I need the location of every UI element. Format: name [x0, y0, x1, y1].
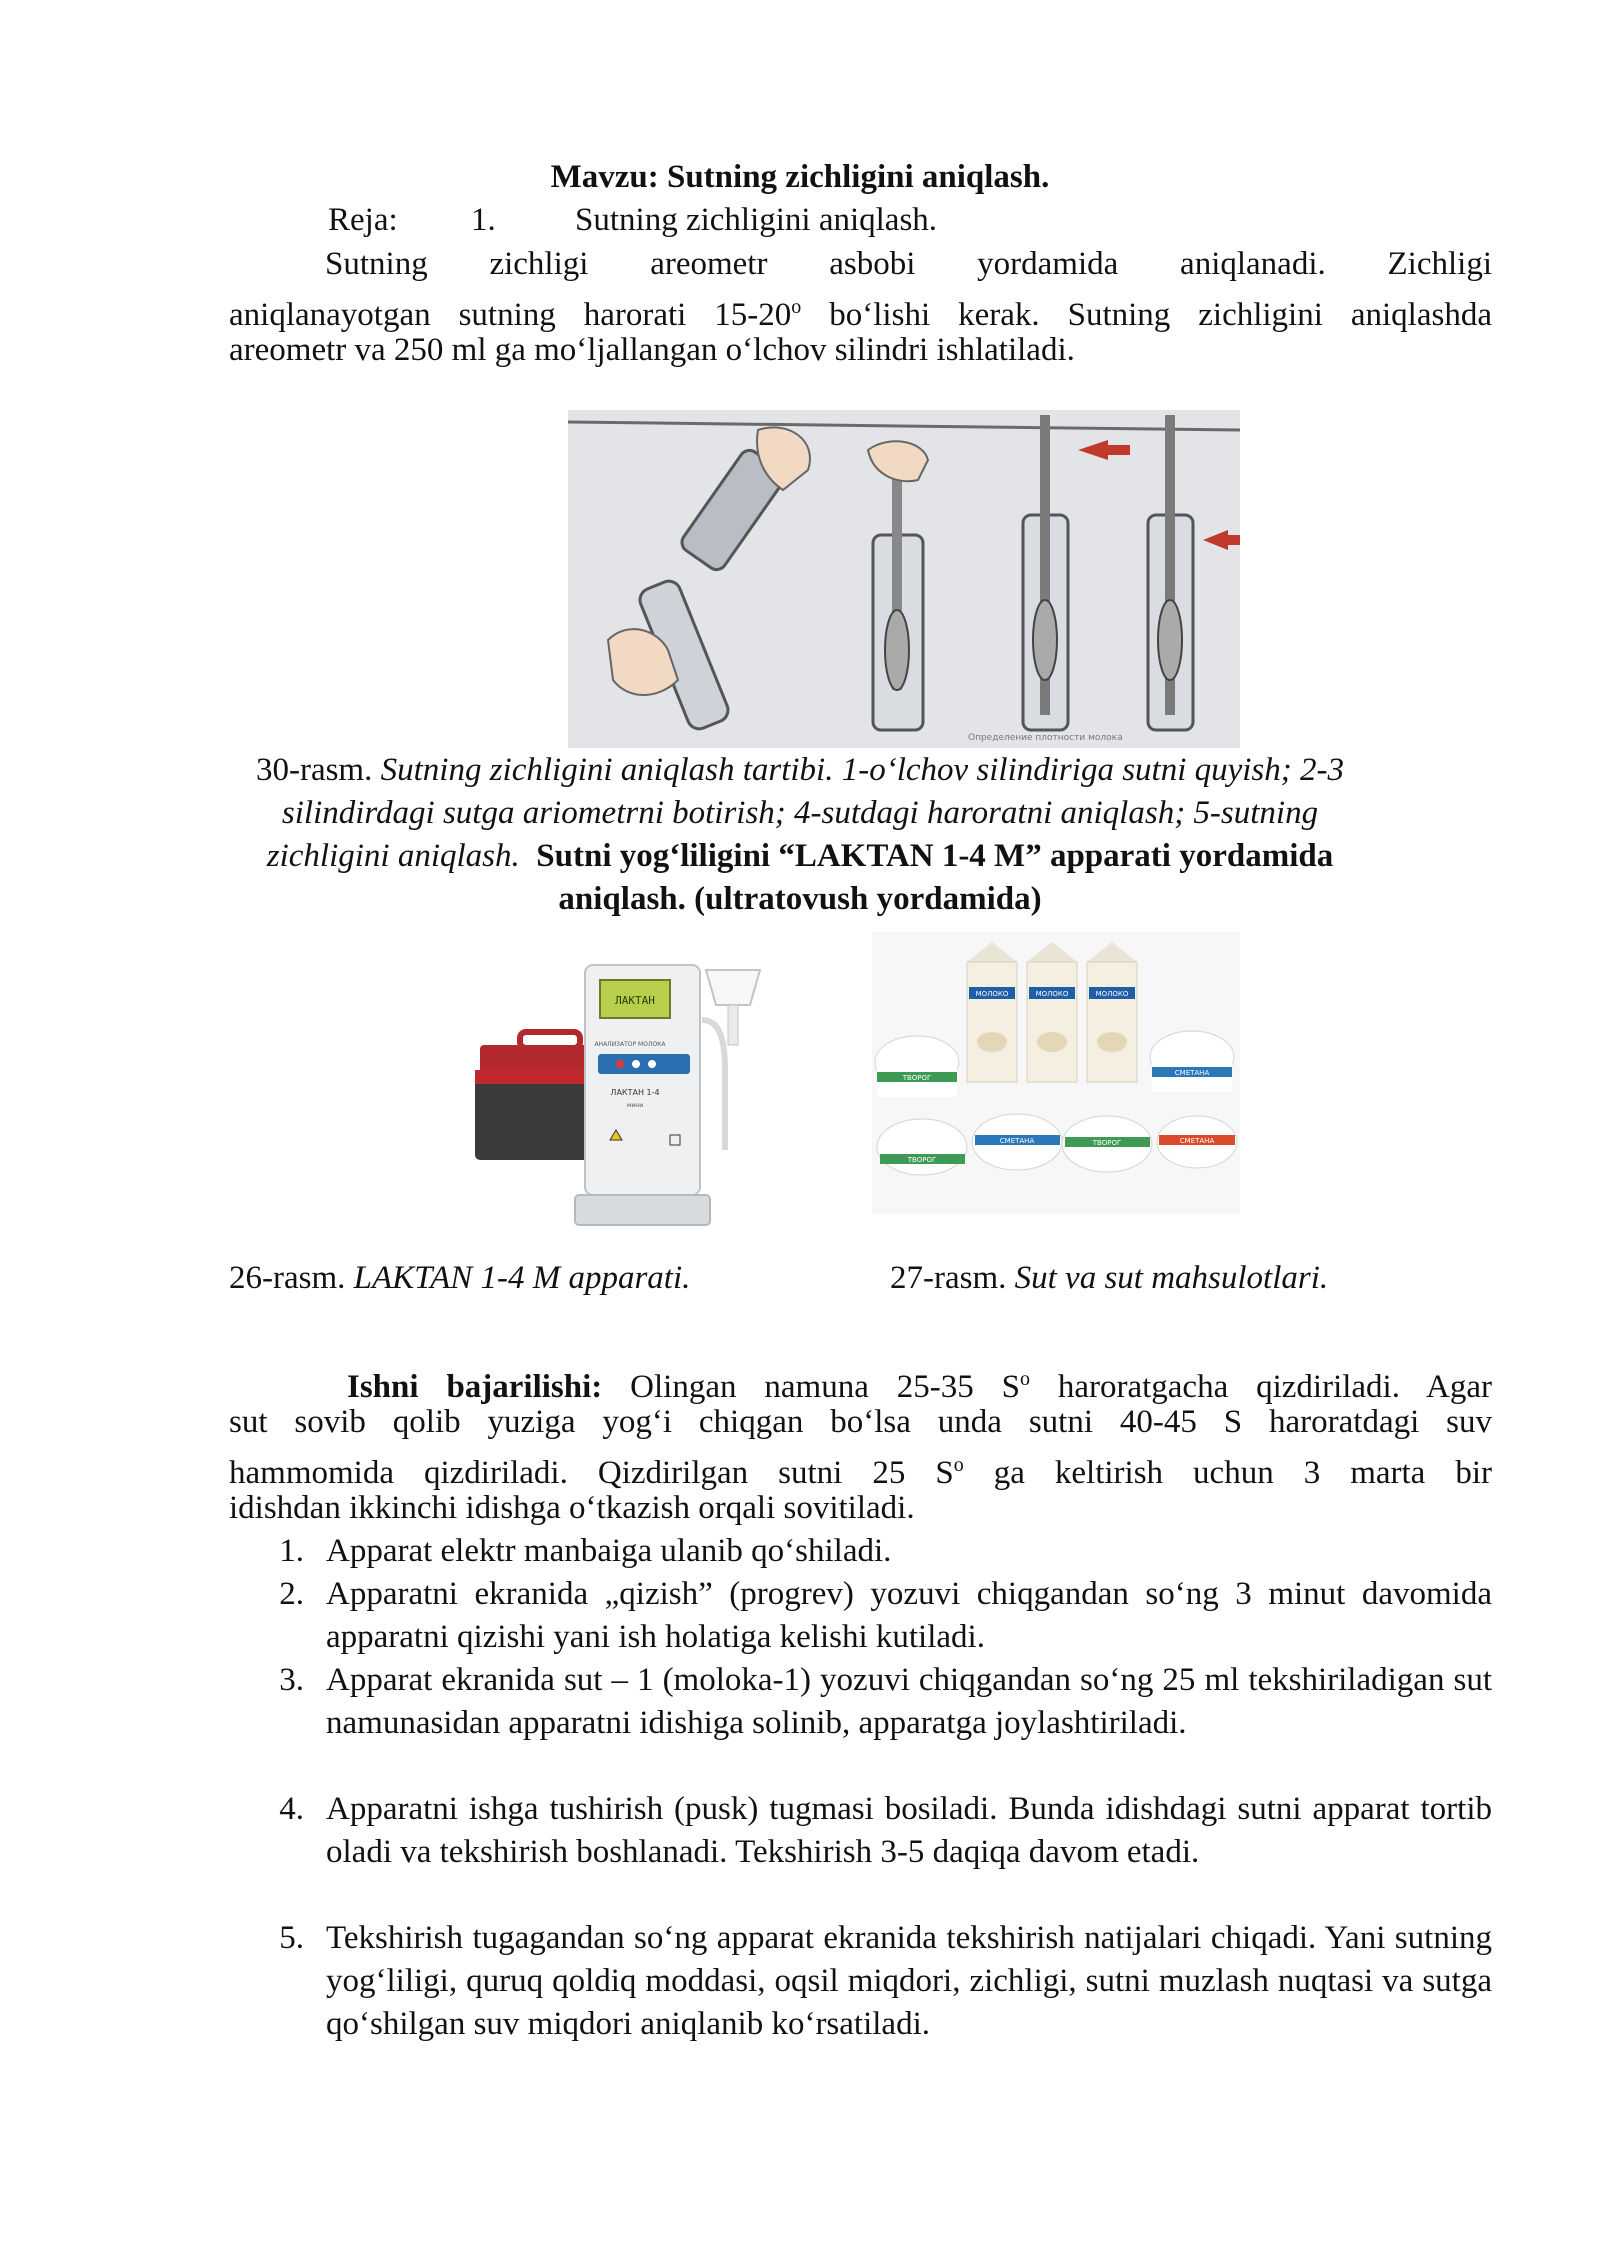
- work-line-1: Ishni bajarilishi: Olingan namuna 25-35 $S^o$ haroratgacha qizdiriladi. Agar: [347, 1368, 1492, 1405]
- tub-label-4: СМЕТАНА: [999, 1137, 1035, 1145]
- work-line-4: idishdan ikkinchi idishga o‘tkazish orqali sovitiladi.: [229, 1490, 915, 1526]
- plan-number: 1.: [471, 202, 496, 238]
- tub-label-6: СМЕТАНА: [1179, 1137, 1215, 1145]
- step-5-number: 5.: [279, 1920, 304, 1956]
- figure-30-caption-line-2: silindirdagi sutga ariometrni botirish; 4-sutdagi haroratni aniqlash; 5-sutning: [281, 795, 1319, 831]
- tub-label-3: ТВОРОГ: [907, 1156, 937, 1164]
- tub-label-1: ТВОРОГ: [902, 1074, 932, 1082]
- tub-label-2: СМЕТАНА: [1174, 1069, 1210, 1077]
- step-2-text: Apparatni ekranida „qizish” (progrev) yozuvi chiqgandan so‘ng 3 minut davomida apparatni qizishi yani ish holatiga kelishi kutiladi.: [326, 1576, 1492, 1655]
- intro-line-3: areometr va 250 ml ga mo‘ljallangan o‘lchov silindri ishlatiladi.: [229, 332, 1075, 368]
- laktan-analyzer: [575, 965, 710, 1225]
- carton-label-2: МОЛОКО: [1035, 990, 1069, 998]
- step-5-text: Tekshirish tugagandan so‘ng apparat ekranida tekshirish natijalari chiqadi. Yani sutning yog‘liligi, quruq qoldiq moddasi, oqsil miqdori, zichligi, sutni muzlash nuqtasi va sutga qo‘shilgan suv miqdori aniqlanib ko‘rsatiladi.: [326, 1920, 1492, 2042]
- carton-label-1: МОЛОКО: [975, 990, 1009, 998]
- figure-30-caption-line-1: 30-rasm. Sutning zichligini aniqlash tartibi. 1-o‘lchov silindiriga sutni quyish; 2-3: [255, 752, 1345, 788]
- step-3-number: 3.: [279, 1662, 304, 1698]
- figure-27-dairy-products: [872, 932, 1240, 1214]
- figure-30-illustration: [568, 410, 1240, 748]
- step-2-number: 2.: [279, 1576, 304, 1612]
- step-1-number: 1.: [279, 1533, 304, 1569]
- intro-line-2: aniqlanayotgan sutning harorati 15-20$^o$ bo‘lishi kerak. Sutning zichligini aniqlashda: [229, 296, 1492, 333]
- figure-30-caption-line-3: zichligini aniqlash. Sutni yog‘liligini “LAKTAN 1-4 M” apparati yordamida: [266, 838, 1334, 874]
- device-label-name: ЛАКТАН 1-4: [610, 1088, 660, 1097]
- figure-26-laktan-device: [470, 950, 770, 1232]
- figure-26-caption: 26-rasm. LAKTAN 1-4 M apparati.: [229, 1260, 691, 1296]
- step-3-text: Apparat ekranida sut – 1 (moloka-1) yozuvi chiqgandan so‘ng 25 ml tekshiriladigan sut namunasidan apparatni idishiga solinib, apparatga joylashtiriladi.: [326, 1662, 1492, 1741]
- section-heading-laktan: aniqlash. (ultratovush yordamida): [558, 881, 1042, 917]
- device-label-top: АНАЛИЗАТОР МОЛОКА: [594, 1041, 666, 1048]
- work-line-3: hammomida qizdiriladi. Qizdirilgan sutni 25 $S^o$ ga keltirish uchun 3 marta bir: [229, 1454, 1492, 1491]
- device-display: ЛАКТАН: [615, 994, 655, 1007]
- plan-label: Reja:: [328, 202, 398, 238]
- milk-cartons: [967, 942, 1137, 1082]
- figure-30-small-caption: Определение плотности молока: [968, 733, 1123, 743]
- page-title: Mavzu: Sutning zichligini aniqlash.: [550, 159, 1050, 195]
- plan-item: Sutning zichligini aniqlash.: [575, 202, 938, 238]
- step-4-text: Apparatni ishga tushirish (pusk) tugmasi bosiladi. Bunda idishdagi sutni apparat tortib oladi va tekshirish boshlanadi. Tekshirish 3-5 daqiqa davom etadi.: [326, 1791, 1492, 1870]
- intro-line-1: Sutning zichligi areometr asbobi yordamida aniqlanadi. Zichligi: [325, 246, 1492, 282]
- density-steps-drawing: [568, 410, 1240, 748]
- milk-cup: [702, 970, 760, 1150]
- step-1-text: Apparat elektr manbaiga ulanib qo‘shiladi.: [326, 1533, 892, 1569]
- carton-label-3: МОЛОКО: [1095, 990, 1129, 998]
- work-line-2: sut sovib qolib yuziga yog‘i chiqgan bo‘lsa unda sutni 40-45 S haroratdagi suv: [229, 1404, 1492, 1440]
- figure-27-caption: 27-rasm. Sut va sut mahsulotlari.: [890, 1260, 1329, 1296]
- step-4-number: 4.: [279, 1791, 304, 1827]
- tub-label-5: ТВОРОГ: [1092, 1139, 1122, 1147]
- device-label-sub: мини: [626, 1102, 644, 1109]
